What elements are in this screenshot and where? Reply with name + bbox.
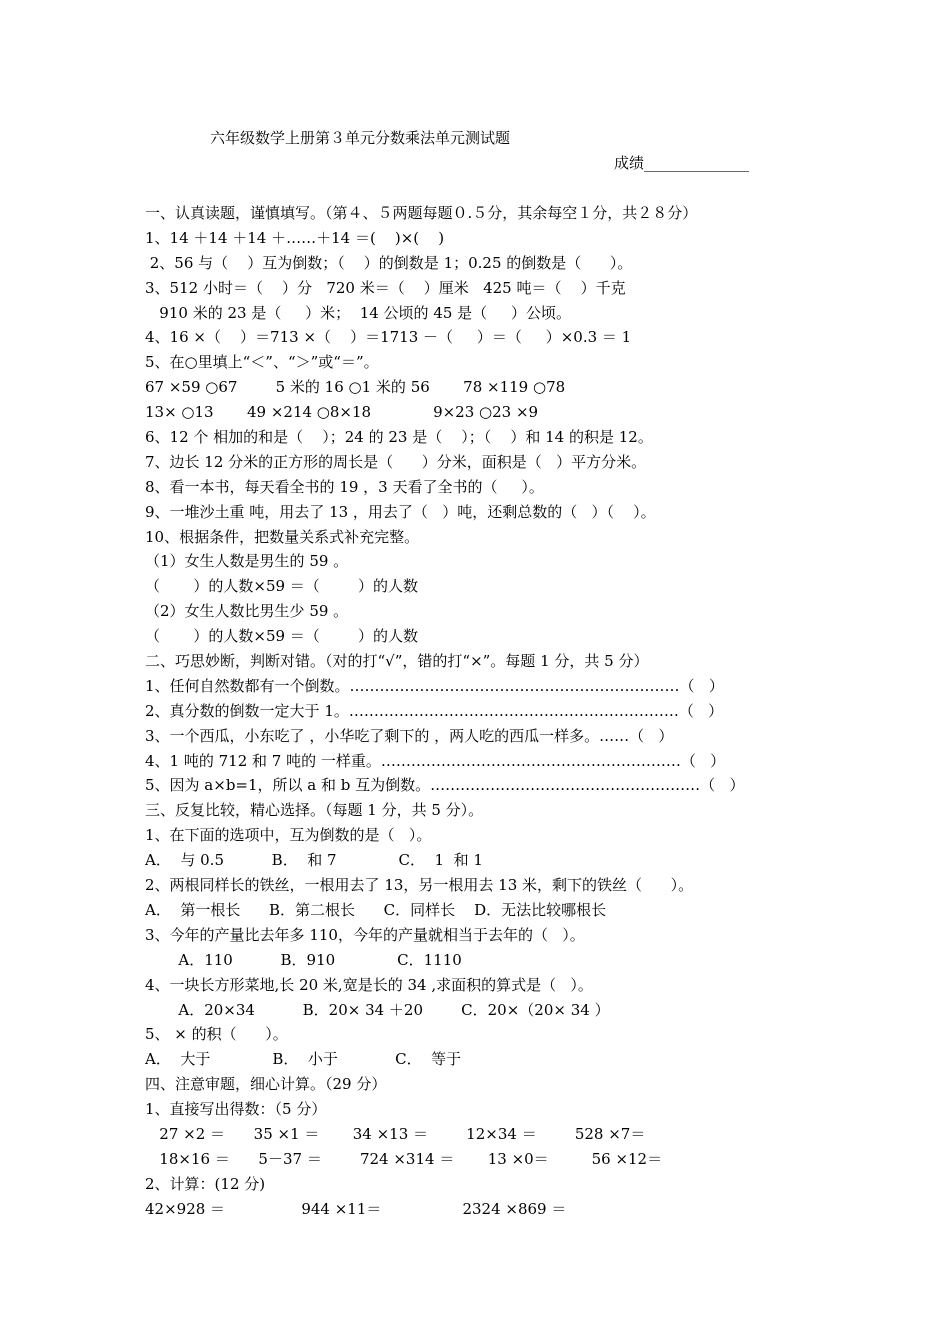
question-line: 1、直接写出得数：（5 分） <box>145 1100 327 1119</box>
question-line: A．20×34 B．20× 34 ＋20 C．20×（20× 34 ） <box>145 1000 610 1019</box>
question-line: 4、16 ×（ ）＝713 ×（ ）＝1713 －（ ）＝（ ）×0.3 ＝ 1 <box>145 328 632 347</box>
question-line: 三、反复比较，精心选择。（每题 1 分，共 5 分）。 <box>145 801 484 820</box>
question-line: 3、一个西瓜，小东吃了 ，小华吃了剩下的 ，两人吃的西瓜一样多。……（ ） <box>145 726 674 745</box>
question-line: 2、两根同样长的铁丝，一根用去了 13，另一根用去 13 米，剩下的铁丝（ ）。 <box>145 876 694 895</box>
question-line: A． 第一根长 B．第二根长 C．同样长 D．无法比较哪根长 <box>145 900 607 919</box>
question-line: 1、任何自然数都有一个倒数。…………………………………………………………（ ） <box>145 676 724 695</box>
score-field: 成绩______________ <box>614 154 750 172</box>
question-line: 1、14 ＋14 ＋14 ＋……＋14 ＝( )×( ) <box>145 228 445 247</box>
question-line: 7、边长 12 分米的正方形的周长是（ ）分米，面积是（ ）平方分米。 <box>145 452 647 471</box>
question-line: 2、真分数的倒数一定大于 1。…………………………………………………………（ ） <box>145 701 724 720</box>
question-line: 9、一堆沙土重 吨，用去了 13 ，用去了（ ）吨，还剩总数的（ ）（ ）。 <box>145 502 656 521</box>
question-line: 6、12 个 相加的和是（ ）；24 的 23 是（ ）；（ ）和 14 的积是 12。 <box>145 428 653 447</box>
question-line: 5、 × 的积（ ）。 <box>145 1025 288 1044</box>
question-line: 27 ×2 ＝ 35 ×1 ＝ 34 ×13 ＝ 12×34 ＝ 528 ×7＝ <box>145 1124 646 1143</box>
question-line: （1）女生人数是男生的 59 。 <box>145 552 349 571</box>
question-line: 67 ×59 ○67 5 米的 16 ○1 米的 56 78 ×119 ○78 <box>145 378 566 397</box>
question-line: 2、56 与（ ）互为倒数；（ ）的倒数是 1；0.25 的倒数是（ ）。 <box>145 253 633 272</box>
question-line: A． 与 0.5 B． 和 7 C． 1 和 1 <box>145 851 483 870</box>
question-line: 2、计算：(12 分) <box>145 1174 266 1193</box>
question-line: 一、认真读题，谨慎填写。（第４、５两题每题０.５分，其余每空１分，共２８分） <box>145 204 698 222</box>
question-line: 5、因为 a×b=1，所以 a 和 b 互为倒数。………………………………………………（ ） <box>145 776 745 795</box>
question-line: 4、1 吨的 712 和 7 吨的 一样重。……………………………………………………（ ） <box>145 751 726 770</box>
question-line: 910 米的 23 是（ ）米； 14 公顷的 45 是（ ）公顷。 <box>145 303 572 322</box>
question-line: 5、在○里填上“＜”、“＞”或“＝”。 <box>145 353 379 372</box>
question-line: 3、今年的产量比去年多 110，今年的产量就相当于去年的（ ）。 <box>145 925 585 944</box>
question-line: 1、在下面的选项中，互为倒数的是（ ）。 <box>145 826 432 845</box>
question-line: 8、看一本书，每天看全书的 19 ，3 天看了全书的（ ）。 <box>145 477 544 496</box>
question-line: 3、512 小时＝（ ）分 720 米＝（ ）厘米 425 吨＝（ ）千克 <box>145 278 626 297</box>
question-line: （ ）的人数×59 ＝（ ）的人数 <box>145 577 418 596</box>
page-title: 六年级数学上册第３单元分数乘法单元测试题 <box>210 129 511 147</box>
question-line: 18×16 ＝ 5－37 ＝ 724 ×314 ＝ 13 ×0＝ 56 ×12＝ <box>145 1149 663 1168</box>
question-line: A．110 B．910 C．1110 <box>145 950 462 969</box>
question-line: 13× ○13 49 ×214 ○8×18 9×23 ○23 ×9 <box>145 403 539 422</box>
question-line: 10、根据条件，把数量关系式补充完整。 <box>145 527 420 546</box>
question-body <box>145 201 925 1222</box>
question-line: 二、巧思妙断，判断对错。（对的打“√”，错的打“×”。每题 1 分，共 5 分） <box>145 652 649 671</box>
question-line: 42×928 ＝ 944 ×11＝ 2324 ×869 ＝ <box>145 1199 567 1218</box>
question-line: A． 大于 B． 小于 C． 等于 <box>145 1050 462 1069</box>
question-line: 4、一块长方形菜地,长 20 米,宽是长的 34 ,求面积的算式是（ ）。 <box>145 975 593 994</box>
question-line: （2）女生人数比男生少 59 。 <box>145 602 349 621</box>
question-line: （ ）的人数×59 ＝（ ）的人数 <box>145 627 418 646</box>
question-line: 四、注意审题，细心计算。（29 分） <box>145 1075 387 1094</box>
